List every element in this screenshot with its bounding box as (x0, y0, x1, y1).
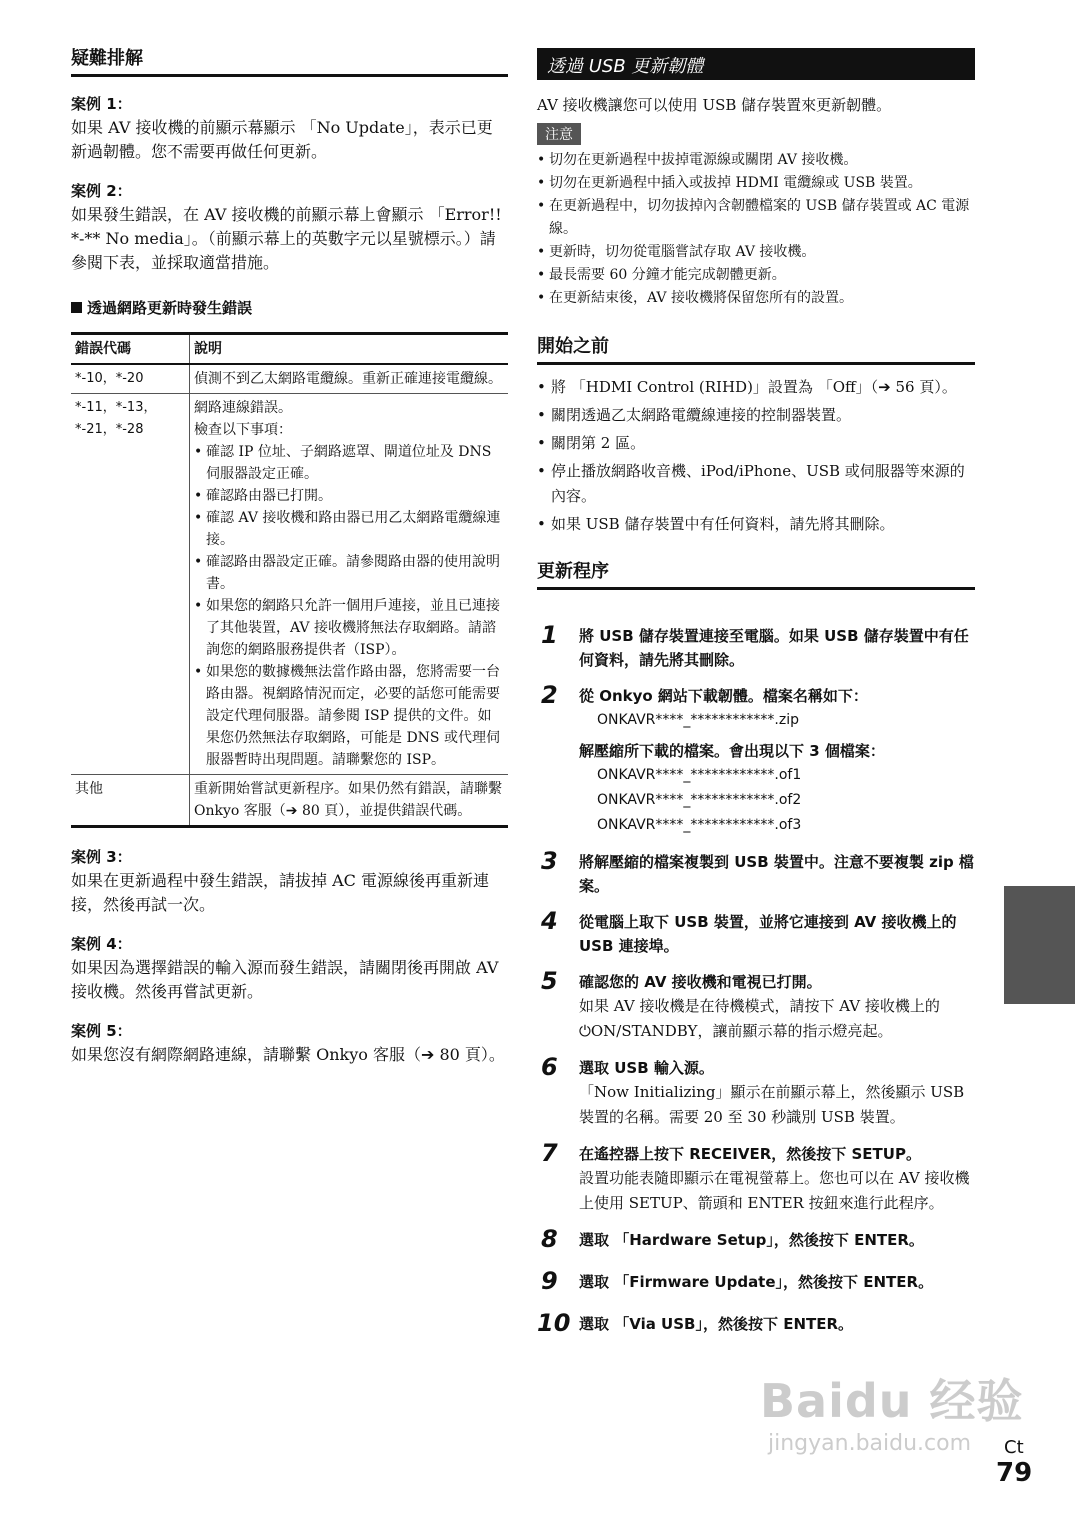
case-3 (71, 846, 508, 917)
file-name: ONKAVR****_************.of2 (597, 792, 802, 808)
list-item: • 最長需要 60 分鐘才能完成韌體更新。 (537, 264, 975, 287)
right-column (537, 48, 975, 1348)
step-number: 8 (541, 1225, 558, 1253)
step-number: 5 (541, 967, 558, 995)
error-code: 其他 (71, 775, 190, 827)
watermark (760, 1365, 1024, 1456)
case-1 (71, 93, 508, 164)
step (537, 1309, 975, 1337)
error-description: 重新開始嘗試更新程序。如果仍然有錯誤，請聯繫 Onkyo 客服（➔ 80 頁），並提供錯誤代碼。 (190, 775, 509, 827)
case-label: 案例 1： (71, 95, 132, 113)
square-bullet-icon (71, 302, 82, 313)
troubleshooting-title: 疑難排解 (71, 44, 508, 77)
step (537, 1267, 975, 1295)
intro-text: AV 接收機讓您可以使用 USB 儲存裝置來更新韌體。 (537, 96, 892, 114)
step-number: 2 (541, 681, 558, 709)
error-code: *-10，*-20 (71, 364, 190, 394)
list-item: • 如果您的數據機無法當作路由器，您將需要一台路由器。視網路情況而定，必要的話您可能需要設定代理伺服器。請參閱 ISP 提供的文件。如果您仍然無法存取網路，可能是 DNS 或代理伺服器暫時出現問題。請聯繫您的 ISP。 (194, 661, 504, 771)
list-item: • 如果 USB 儲存裝置中有任何資料，請先將其刪除。 (537, 512, 975, 537)
step-body: 如果 AV 接收機是在待機模式，請按下 AV 接收機上的 ⏻ON/STANDBY，讓前顯示幕的指示燈亮起。 (579, 997, 940, 1040)
table-header-row (71, 334, 508, 365)
step-title: 選取 「Hardware Setup」，然後按下 ENTER。 (579, 1231, 924, 1249)
step-number: 9 (541, 1267, 558, 1295)
step-number: 7 (541, 1139, 558, 1167)
case-body: 如果發生錯誤，在 AV 接收機的前顯示幕上會顯示 「Error!! *-** No media」。（前顯示幕上的英數字元以星號標示。）請參閱下表，並採取適當措施。 (71, 205, 502, 272)
table-row (71, 364, 508, 394)
list-item: • 確認路由器已打開。 (194, 485, 504, 507)
watermark-logo: Baidu 经验 (760, 1374, 1024, 1428)
step-title: 從電腦上取下 USB 裝置，並將它連接到 AV 接收機上的 USB 連接埠。 (579, 913, 957, 955)
case-4 (71, 933, 508, 1004)
file-name: ONKAVR****_************.of3 (597, 817, 802, 833)
step-title: 將 USB 儲存裝置連接至電腦。如果 USB 儲存裝置中有任何資料，請先將其刪除。 (579, 627, 969, 669)
case-label: 案例 3： (71, 848, 132, 866)
list-item: • 切勿在更新過程中插入或拔掉 HDMI 電纜線或 USB 裝置。 (537, 172, 975, 195)
file-name: ONKAVR****_************.of1 (597, 767, 802, 783)
list-item: • 停止播放網路收音機、iPod/iPhone、USB 或伺服器等來源的內容。 (537, 459, 975, 509)
section-tab (1004, 886, 1075, 1004)
step-body: 設置功能表隨即顯示在電視螢幕上。您也可以在 AV 接收機上使用 SETUP、箭頭和 ENTER 按鈕來進行此程序。 (579, 1169, 970, 1212)
step-number: 1 (541, 621, 558, 649)
list-item: • 如果您的網路只允許一個用戶連接，並且已連接了其他裝置，AV 接收機將無法存取網路。請諮詢您的網路服務提供者（ISP）。 (194, 595, 504, 661)
table-row (71, 775, 508, 827)
page-language: Ct (1004, 1437, 1024, 1458)
column-header: 錯誤代碼 (71, 334, 190, 365)
list-item: • 將 「HDMI Control (RIHD)」設置為 「Off」（➔ 56 頁）。 (537, 375, 975, 400)
list-item: • 關閉第 2 區。 (537, 431, 975, 456)
case-5 (71, 1020, 508, 1067)
page-number: 79 (996, 1458, 1033, 1488)
error-code: *-11，*-13， *-21，*-28 (71, 394, 190, 775)
case-label: 案例 2： (71, 182, 132, 200)
case-body: 如果因為選擇錯誤的輸入源而發生錯誤，請關閉後再開啟 AV 接收機。然後再嘗試更新。 (71, 958, 499, 1001)
step (537, 907, 975, 958)
step-number: 10 (537, 1309, 571, 1337)
left-column (71, 44, 508, 1067)
error-description: 偵測不到乙太網路電纜線。重新正確連接電纜線。 (190, 364, 509, 394)
list-item: • 確認路由器設定正確。請參閱路由器的使用說明書。 (194, 551, 504, 595)
list-item: • 關閉透過乙太網路電纜線連接的控制器裝置。 (537, 403, 975, 428)
before-you-start-title: 開始之前 (537, 332, 975, 365)
note-label: 注意 (537, 123, 581, 145)
step-title: 從 Onkyo 網站下載韌體。檔案名稱如下： (579, 687, 868, 705)
step-title: 選取 「Firmware Update」，然後按下 ENTER。 (579, 1273, 934, 1291)
step-body: 「Now Initializing」顯示在前顯示幕上，然後顯示 USB 裝置的名稱。需要 20 至 30 秒識別 USB 裝置。 (579, 1083, 965, 1126)
note-list (537, 149, 975, 310)
list-item: • 確認 AV 接收機和路由器已用乙太網路電纜線連接。 (194, 507, 504, 551)
before-list (537, 375, 975, 537)
step (537, 967, 975, 1044)
step-number: 4 (541, 907, 558, 935)
procedure-title: 更新程序 (537, 557, 975, 590)
list-item: • 在更新結束後，AV 接收機將保留您所有的設置。 (537, 287, 975, 310)
error-table (71, 332, 508, 828)
step (537, 1053, 975, 1130)
file-name: ONKAVR****_************.zip (597, 712, 799, 728)
list-item: • 切勿在更新過程中拔掉電源線或關閉 AV 接收機。 (537, 149, 975, 172)
list-item: • 確認 IP 位址、子網路遮罩、閘道位址及 DNS 伺服器設定正確。 (194, 441, 504, 485)
case-body: 如果 AV 接收機的前顯示幕顯示 「No Update」，表示已更新過韌體。您不需要再做任何更新。 (71, 118, 493, 161)
step-title: 選取 USB 輸入源。 (579, 1059, 714, 1077)
step-title: 解壓縮所下載的檔案。會出現以下 3 個檔案： (579, 742, 885, 760)
error-description: 網路連線錯誤。 檢查以下事項： • 確認 IP 位址、子網路遮罩、閘道位址及 DNS 伺服器設定正確。 • 確認路由器已打開。 • 確認 AV 接收機和路由器已用乙太網路電纜線連接。 • 確認路由器設定正確。請參閱路由器的使用說明書。 • 如果您的網路只允許一個用戶連接，並且已連接了其他裝置，AV 接收機將無法存取網路。請諮詢您的網路服務提供者（ISP）。 • 如果您的數據機無法當作路由器，您將需要一台路由器。視網路情況而定，必要的話您可能需要設定代理伺服器。請參閱 ISP 提供的文件。如果您仍然無法存取網路，可能是 DNS 或代理伺服器暫時出現問題。請聯繫您的 ISP。 (190, 394, 509, 775)
case-label: 案例 5： (71, 1022, 132, 1040)
step (537, 621, 975, 672)
case-body: 如果您沒有網際網路連線，請聯繫 Onkyo 客服（➔ 80 頁）。 (71, 1045, 505, 1064)
step-number: 3 (541, 847, 558, 875)
step (537, 847, 975, 898)
network-error-subheading: 透過網路更新時發生錯誤 (71, 297, 508, 318)
step-title: 將解壓縮的檔案複製到 USB 裝置中。注意不要複製 zip 檔案。 (579, 853, 974, 895)
list-item: • 更新時，切勿從電腦嘗試存取 AV 接收機。 (537, 241, 975, 264)
step-title: 確認您的 AV 接收機和電視已打開。 (579, 973, 822, 991)
step (537, 1139, 975, 1216)
step-list (537, 621, 975, 1337)
case-2 (71, 180, 508, 275)
step (537, 681, 975, 838)
table-row (71, 394, 508, 775)
column-header: 說明 (190, 334, 509, 365)
check-list (194, 441, 504, 771)
step-number: 6 (541, 1053, 558, 1081)
watermark-url: jingyan.baidu.com (768, 1431, 972, 1456)
step-title: 在遙控器上按下 RECEIVER，然後按下 SETUP。 (579, 1145, 921, 1163)
usb-update-banner: 透過 USB 更新韌體 (537, 48, 975, 80)
case-body: 如果在更新過程中發生錯誤，請拔掉 AC 電源線後再重新連接，然後再試一次。 (71, 871, 489, 914)
step-title: 選取 「Via USB」，然後按下 ENTER。 (579, 1315, 854, 1333)
list-item: • 在更新過程中，切勿拔掉內含韌體檔案的 USB 儲存裝置或 AC 電源線。 (537, 195, 975, 241)
case-label: 案例 4： (71, 935, 132, 953)
step (537, 1225, 975, 1253)
